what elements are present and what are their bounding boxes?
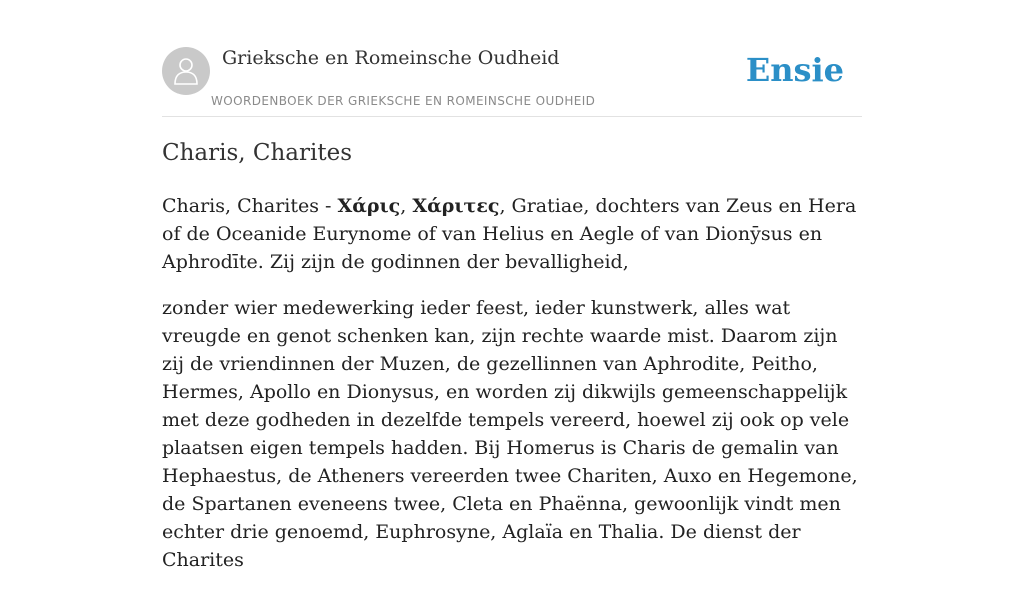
greek-term-singular: Χάρις (337, 195, 401, 217)
ensie-logo[interactable]: Ensie (745, 51, 844, 89)
entry-body (162, 192, 862, 592)
user-icon (173, 57, 199, 85)
site-header (162, 44, 862, 117)
site-title[interactable]: Grieksche en Romeinsche Oudheid (222, 47, 560, 69)
paragraph-1 (162, 192, 862, 276)
paragraph-1-text: , Gratiae, dochters van Zeus en Hera of de Oceanide Eurynome of van Helius en Aegle of van Dionȳsus en Aphrodīte. Zij zijn de godinnen der bevalligheid, (162, 195, 857, 273)
site-subtitle[interactable]: WOORDENBOEK DER GRIEKSCHE EN ROMEINSCHE OUDHEID (211, 94, 596, 108)
entry-lead: Charis, Charites - (162, 195, 338, 217)
separator: , (400, 195, 413, 217)
paragraph-2: zonder wier medewerking ieder feest, ieder kunstwerk, alles wat vreugde en genot schenken kan, zijn rechte waarde mist. Daarom zijn zij de vriendinnen der Muzen, de gezellinnen van Aphrodite, Peitho, Hermes, Apollo en Dionysus, en worden zij dikwijls gemeenschappelijk met deze godheden in dezelfde tempels vereerd, hoewel zij ook op vele plaatsen eigen tempels hadden. Bij Homerus is Charis de gemalin van Hephaestus, de Atheners vereerden twee Chariten, Auxo en Hegemone, de Spartanen eveneens twee, Cleta en Phaënna, gewoonlijk vindt men echter drie genoemd, Euphrosyne, Aglaïa en Thalia. De dienst der Charites (162, 297, 858, 571)
greek-term-plural: Χάριτες (412, 195, 500, 217)
page-title: Charis, Charites (162, 140, 353, 166)
avatar[interactable] (162, 47, 210, 95)
